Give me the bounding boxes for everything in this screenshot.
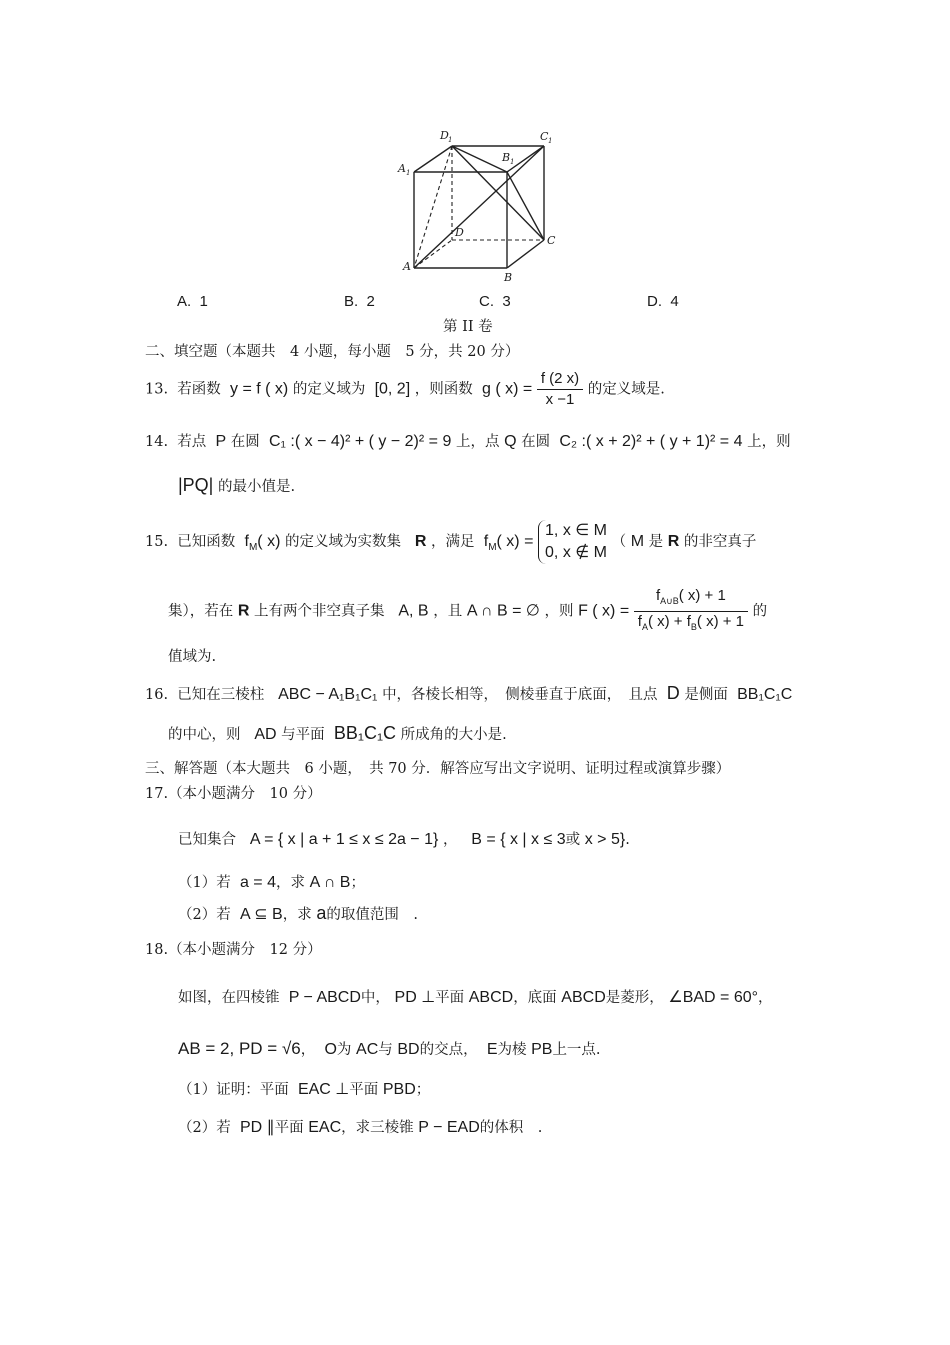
label-D: D	[455, 226, 464, 239]
svg-text:1: 1	[510, 158, 515, 166]
question-17-body: 已知集合 A = { x | a + 1 ≤ x ≤ 2a − 1} ， B = { x | x ≤ 3或 x > 5}.	[178, 831, 630, 848]
q13-fraction: $\frac{f (2 x)}{x -1}$	[537, 369, 583, 410]
option-a: A. 1	[177, 293, 208, 310]
volume-title: 第 II 卷	[443, 319, 493, 335]
svg-text:1: 1	[448, 136, 453, 144]
option-b: B. 2	[344, 293, 375, 310]
label-A: A	[403, 260, 411, 273]
piecewise-cases: 1, x ∈ M 0, x ∉ M	[538, 520, 607, 564]
option-d: D. 4	[647, 293, 679, 310]
question-16-cont: 的中心，则 AD 与平面 BB₁C₁C 所成角的大小是.	[168, 723, 507, 743]
question-17-title: 17.（本小题满分 10 分）	[145, 786, 322, 802]
q15-fraction: $\frac{f_{A\cup B}( x) + 1}{f_A( x) + f_B( x) + 1}$	[634, 586, 748, 637]
edge-AD	[414, 240, 452, 268]
question-18-title: 18.（本小题满分 12 分）	[145, 942, 322, 958]
label-C1: C	[540, 130, 549, 143]
question-18-part2: （2）若 PD ∥平面 EAC，求三棱锥 P − EAD的体积 .	[178, 1119, 543, 1136]
line-B1C	[507, 172, 544, 240]
question-13: 13. 若函数 y = f ( x) 的定义域为 [0, 2] ，则函数 g ( x) = $\frac{f (2 x)}{x -1}$ 的定义域是.	[145, 370, 665, 408]
option-c: C. 3	[479, 293, 511, 310]
question-15-cont: 集），若在 R 上有两个非空真子集 A, B ，且 A ∩ B = ∅ ，则 F ( x) = $\frac{f_{A\cup B}( x) + 1}{f_A( x) + f_B( x) + 1}$ 的	[168, 586, 767, 637]
question-18-body: 如图，在四棱锥 P − ABCD中， PD ⊥平面 ABCD，底面 ABCD是菱形， ∠BAD = 60°，	[178, 989, 773, 1006]
label-B1: B	[502, 151, 511, 164]
cube-diagram	[392, 124, 562, 284]
edge-A1D1	[414, 146, 452, 172]
question-17-part2: （2）若 A ⊆ B，求 a的取值范围 .	[178, 903, 418, 923]
question-15: 15. 已知函数 $f_M$( x) 的定义域为实数集 R ，满足 $f_M$( x) = 1, x ∈ M 0, x ∉ M （ M 是 R 的非空真子	[145, 520, 756, 570]
question-18-body2: AB = 2, PD = √6， O为 AC与 BD的交点， E为棱 PB上一点.	[178, 1039, 601, 1058]
label-D1: D	[440, 129, 449, 142]
section3-heading: 三、解答题（本大题共 6 小题， 共 70 分．解答应写出文字说明、证明过程或演算步骤）	[145, 761, 731, 777]
question-14-cont: |PQ| 的最小值是.	[178, 475, 296, 495]
edge-BC	[507, 240, 544, 268]
label-A1: A	[398, 162, 406, 175]
label-C: C	[547, 234, 556, 247]
question-14: 14. 若点 P 在圆 C₁ :( x − 4)² + ( y − 2)² = 9 上，点 Q 在圆 C₂ :( x + 2)² + ( y + 1)² = 4 上，则	[145, 433, 791, 450]
line-D1C	[452, 146, 544, 240]
question-18-part1: （1）证明：平面 EAC ⊥平面 PBD；	[178, 1081, 431, 1098]
svg-text:1: 1	[406, 169, 411, 177]
question-17-part1: （1）若 a = 4，求 A ∩ B；	[178, 874, 365, 891]
question-15-cont2: 值域为.	[168, 649, 217, 665]
label-B: B	[504, 271, 513, 284]
cube-figure	[392, 124, 562, 284]
section2-heading: 二、填空题（本题共 4 小题，每小题 5 分，共 20 分）	[145, 344, 520, 360]
question-16: 16. 已知在三棱柱 ABC − A₁B₁C₁ 中，各棱长相等， 侧棱垂直于底面， 且点 D 是侧面 BB₁C₁C	[145, 683, 793, 703]
svg-text:1: 1	[548, 137, 553, 145]
line-D1B1	[452, 146, 507, 172]
